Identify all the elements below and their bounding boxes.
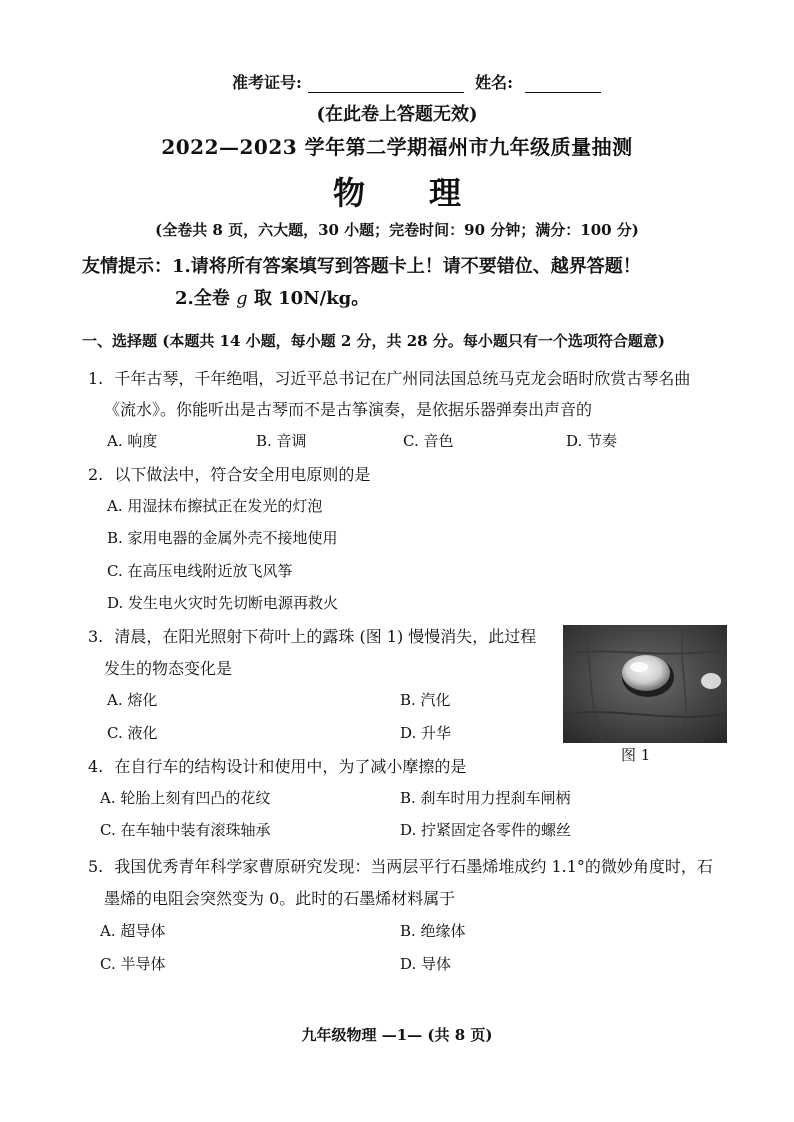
section-title: 一、选择题 (本题共 14 小题，每小题 2 分，共 28 分。每小题只有一个选项符合题意) <box>82 332 665 350</box>
tip-line-1: 友情提示：1.请将所有答案填写到答题卡上！请不要错位、越界答题！ <box>82 256 641 277</box>
q2-option-a: A. 用湿抹布擦拭正在发光的灯泡 <box>107 497 323 515</box>
gravity-symbol: g <box>236 288 248 309</box>
q1-option-b: B. 音调 <box>256 432 307 450</box>
invalid-notice: (在此卷上答题无效) <box>316 104 478 125</box>
q5-option-d: D. 导体 <box>400 955 452 973</box>
name-label: 姓名: <box>475 73 513 92</box>
question-1-line-1: 1. 千年古琴，千年绝唱，习近平总书记在广州同法国总统马克龙会晤时欣赏古琴名曲 <box>88 369 691 388</box>
candidate-info-row <box>232 70 601 93</box>
exam-meta: (全卷共 8 页，六大题，30 小题；完卷时间：90 分钟；满分：100 分) <box>155 221 639 239</box>
candidate-number-label: 准考证号: <box>232 73 302 92</box>
question-2: 2. 以下做法中，符合安全用电原则的是 <box>88 465 371 484</box>
question-5-line-1: 5. 我国优秀青年科学家曹原研究发现：当两层平行石墨烯堆成约 1.1°的微妙角度时，石 <box>88 857 713 876</box>
candidate-number-blank <box>308 76 464 93</box>
q1-option-d: D. 节奏 <box>566 432 618 450</box>
q2-option-d: D. 发生电火灾时先切断电源再救火 <box>107 594 339 612</box>
subject-title <box>0 168 794 214</box>
question-5-line-2: 墨烯的电阻会突然变为 0。此时的石墨烯材料属于 <box>104 889 456 908</box>
q2-option-b: B. 家用电器的金属外壳不接地使用 <box>107 529 338 547</box>
q4-option-a: A. 轮胎上刻有凹凸的花纹 <box>100 789 271 807</box>
exam-title: 2022—2023 学年第二学期福州市九年级质量抽测 <box>161 135 633 159</box>
dew-on-lotus-leaf-image <box>563 625 727 743</box>
q3-option-a: A. 熔化 <box>107 691 158 709</box>
q1-option-a: A. 响度 <box>107 432 158 450</box>
subject-char-2: 理 <box>429 174 462 212</box>
q3-option-d: D. 升华 <box>400 724 452 742</box>
q4-option-c: C. 在车轴中装有滚珠轴承 <box>100 821 271 839</box>
question-1-line-2: 《流水》。你能听出是古琴而不是古筝演奏，是依据乐器弹奏出声音的 <box>104 400 593 419</box>
tip-line-2: 2.全卷 g 取 10N/kg。 <box>175 288 370 309</box>
figure-1-caption: 图 1 <box>621 746 651 764</box>
q3-option-b: B. 汽化 <box>400 691 451 709</box>
subject-char-1: 物 <box>332 174 365 212</box>
question-3-line-2: 发生的物态变化是 <box>104 659 233 678</box>
q3-option-c: C. 液化 <box>107 724 158 742</box>
q1-option-c: C. 音色 <box>403 432 454 450</box>
page-footer: 九年级物理 —1— (共 8 页) <box>301 1026 493 1044</box>
question-3-line-1: 3. 清晨，在阳光照射下荷叶上的露珠 (图 1) 慢慢消失，此过程 <box>88 627 537 646</box>
q4-option-d: D. 拧紧固定各零件的螺丝 <box>400 821 572 839</box>
figure-1-photo <box>563 625 727 743</box>
name-blank <box>525 76 601 93</box>
question-4: 4. 在自行车的结构设计和使用中，为了减小摩擦的是 <box>88 757 467 776</box>
q5-option-c: C. 半导体 <box>100 955 166 973</box>
q5-option-b: B. 绝缘体 <box>400 922 466 940</box>
q2-option-c: C. 在高压电线附近放飞风筝 <box>107 562 293 580</box>
q4-option-b: B. 刹车时用力捏刹车闸柄 <box>400 789 571 807</box>
q5-option-a: A. 超导体 <box>100 922 166 940</box>
